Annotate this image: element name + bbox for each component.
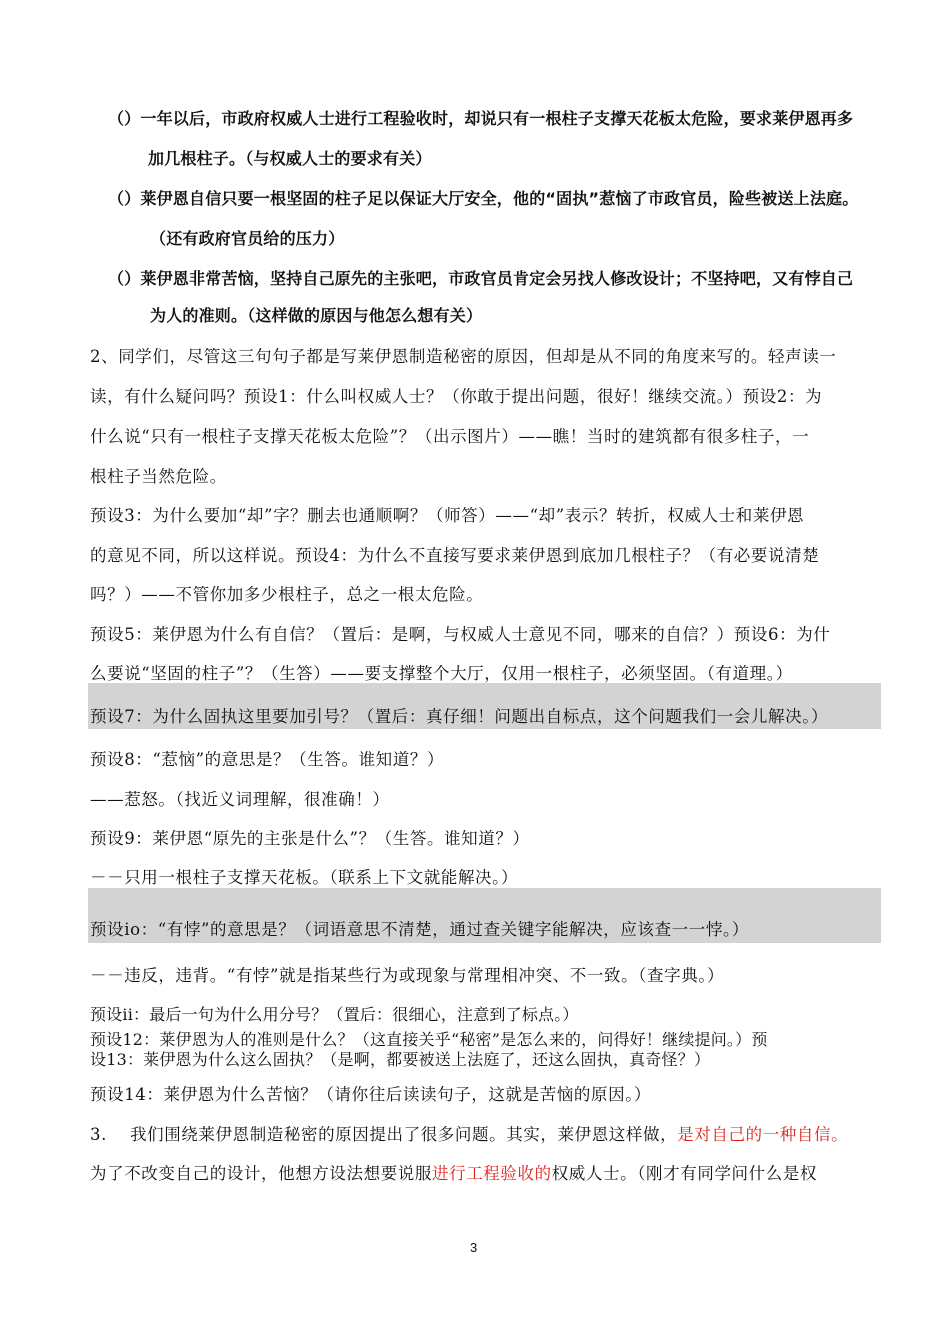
- para-15-line-1: [90, 1121, 848, 1145]
- para-5-highlighted: 预设7：为什么固执这里要加引号？（置后：真仔细！问题出自标点，这个问题我们一会儿解决。）: [90, 707, 829, 726]
- para-6: 预设8：“惹恼”的意思是？（生答。谁知道？）: [90, 750, 445, 769]
- para-2-line-2: 读，有什么疑问吗？预设1：什么叫权威人士？（你敢于提出问题，很好！继续交流。）预设2：为: [90, 387, 823, 406]
- para-14: 预设14：莱伊恩为什么苦恼？（请你往后读读句子，这就是苦恼的原因。）: [90, 1085, 652, 1104]
- para-10-highlighted: 预设io：“有悖”的意思是？（词语意思不清楚，通过查关键字能解决，应该查一一悖。）: [90, 920, 749, 939]
- para-13-line-2: 设13：莱伊恩为什么这么固执？（是啊，都要被送上法庭了，还这么固执，真奇怪？）: [90, 1050, 711, 1069]
- bullet-1-line-2: 加几根柱子。（与权威人士的要求有关）: [148, 149, 432, 168]
- bullet-3-line-2: 为人的准则。（这样做的原因与他怎么想有关）: [150, 306, 483, 325]
- para-15-text-b: 为了不改变自己的设计，他想方设法想要说服: [90, 1164, 432, 1183]
- para-15-line-2: [90, 1160, 817, 1184]
- para-2-line-1: 2、同学们，尽管这三句句子都是写莱伊恩制造秘密的原因，但却是从不同的角度来写的。轻声读一: [90, 347, 837, 366]
- bullet-3-line-1: （）莱伊恩非常苦恼，坚持自己原先的主张吧，市政官员肯定会另找人修改设计；不坚持吧，又有悖自己: [108, 269, 854, 288]
- para-15-red-text: 是对自己的一种自信。: [677, 1125, 849, 1144]
- bullet-2-line-1: （）莱伊恩自信只要一根坚固的柱子足以保证大厅安全，他的“固执”惹恼了市政官员，险些被送上法庭。: [108, 189, 859, 208]
- para-3-line-2: 的意见不同，所以这样说。预设4：为什么不直接写要求莱伊恩到底加几根柱子？（有必要说清楚: [90, 546, 820, 565]
- para-12: 预设ii：最后一句为什么用分号？（置后：很细心，注意到了标点。）: [90, 1005, 579, 1024]
- para-9: －－只用一根柱子支撑天花板。（联系上下文就能解决。）: [90, 868, 519, 887]
- para-15-text-a: 我们围绕莱伊恩制造秘密的原因提出了很多问题。其实，莱伊恩这样做，: [130, 1125, 678, 1144]
- para-8: 预设9：莱伊恩“原先的主张是什么”？（生答。谁知道？）: [90, 829, 530, 848]
- para-13-line-1: 预设12：莱伊恩为人的准则是什么？（这直接关乎“秘密”是怎么来的，问得好！继续提问。）预: [90, 1030, 768, 1049]
- para-7: ——惹怒。（找近义词理解，很准确！）: [90, 790, 390, 809]
- para-15-text-c: 权威人士。（刚才有同学问什么是权: [551, 1164, 818, 1183]
- para-4-line-1: 预设5：莱伊恩为什么有自信？（置后：是啊，与权威人士意见不同，哪来的自信？）预设6：为什: [90, 625, 831, 644]
- para-3-line-3: 吗？）——不管你加多少根柱子，总之一根太危险。: [90, 585, 484, 604]
- page-number: 3: [470, 1240, 478, 1255]
- bullet-1-line-1: （）一年以后，市政府权威人士进行工程验收时，却说只有一根柱子支撑天花板太危险，要求莱伊恩再多: [108, 109, 854, 128]
- para-3-line-1: 预设3：为什么要加“却”字？删去也通顺啊？（师答）——“却”表示？转折，权威人士和莱伊恩: [90, 506, 805, 525]
- para-15-number: 3.: [90, 1125, 107, 1144]
- bullet-2-line-2: （还有政府官员给的压力）: [150, 229, 345, 248]
- para-2-line-4: 根柱子当然危险。: [90, 467, 227, 486]
- para-15-red-phrase: 进行工程验收的: [432, 1164, 552, 1183]
- para-4-line-2: 么要说“坚固的柱子”？（生答）——要支撑整个大厅，仅用一根柱子，必须坚固。（有道理。）: [90, 664, 793, 683]
- para-11: －－违反，违背。“有悖”就是指某些行为或现象与常理相冲突、不一致。（查字典。）: [90, 966, 725, 985]
- para-2-line-3: 什么说“只有一根柱子支撑天花板太危险”？（出示图片）——瞧！当时的建筑都有很多柱子，一: [90, 427, 810, 446]
